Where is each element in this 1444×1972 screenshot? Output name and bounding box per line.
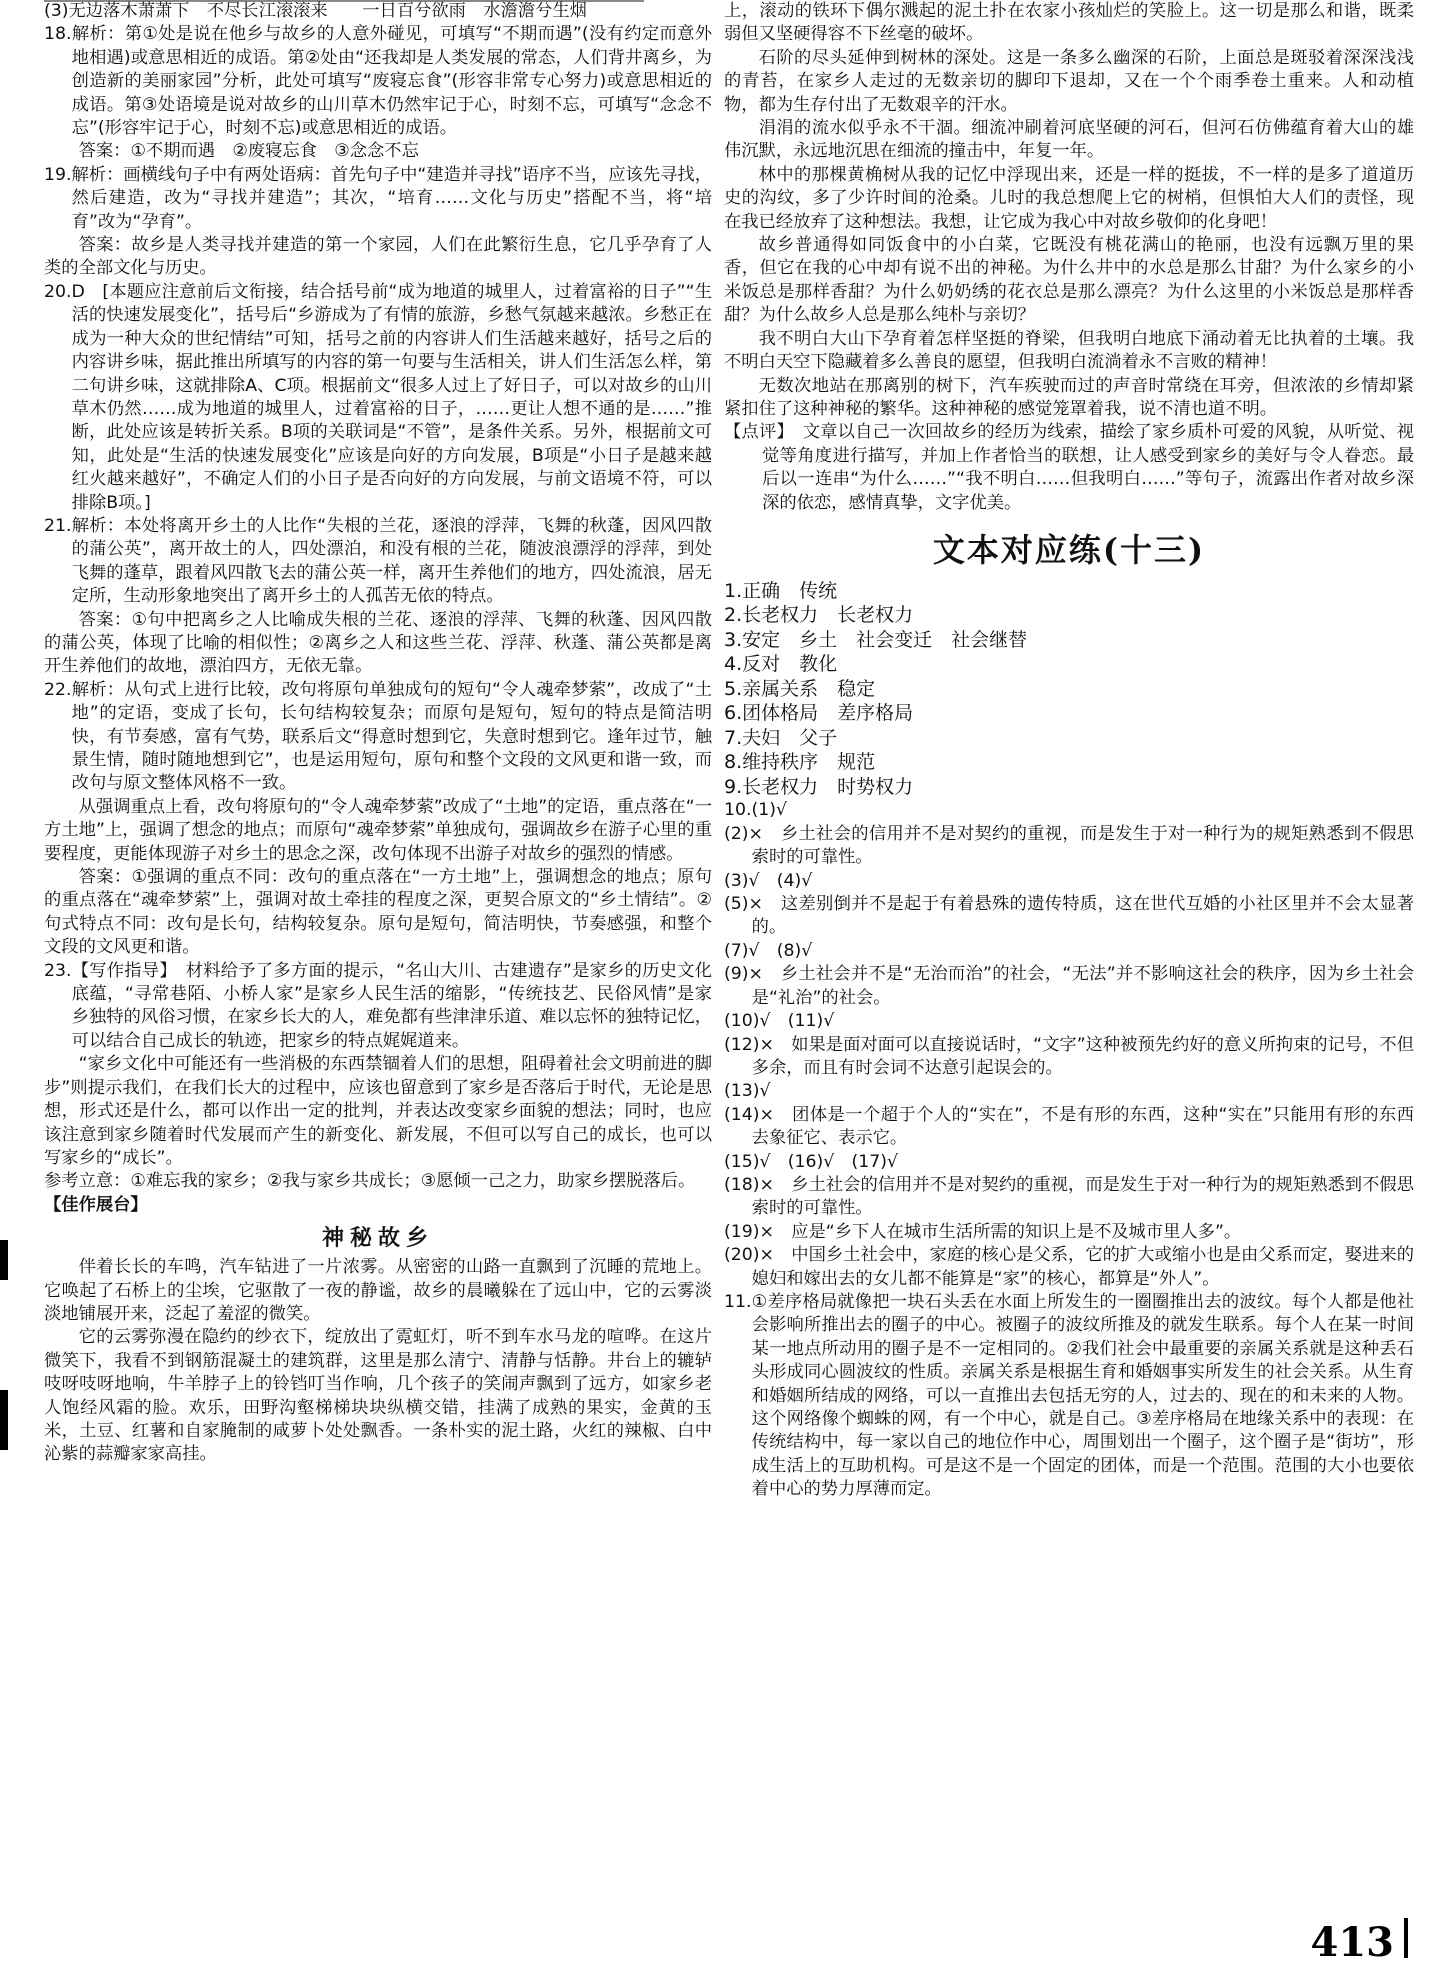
answer-line: 6.团体格局 差序格局: [724, 702, 914, 725]
text-paragraph: 21.解析：本处将离开乡土的人比作“失根的兰花，逐浪的浮萍，飞舞的秋蓬，因风四散的蒲公英”，离开故土的人，四处漂泊，和没有根的兰花，随波浪漂浮的浮萍，到处飞舞的蓬草，跟着风四散飞去的蒲公英一样，离开生养他们的地方，四处流浪，居无定所，生动形象地突出了离开乡土的人孤苦无依的特点。: [44, 515, 712, 607]
text-paragraph: (3)无边落木萧萧下 不尽长江滚滚来 一日百兮欲雨 水澹澹兮生烟: [44, 1, 587, 21]
text-paragraph: 答案：①句中把离乡之人比喻成失根的兰花、逐浪的浮萍、飞舞的秋蓬、因风四散的蒲公英，体现了比喻的相似性；②离乡之人和这些兰花、浮萍、秋蓬、蒲公英都是离开生养他们的故地，漂泊四方，无依无靠。: [44, 609, 712, 677]
text-paragraph: (18)× 乡土社会的信用并不是对契约的重视，而是发生于对一种行为的规矩熟悉到不假思索时的可靠性。: [724, 1174, 1414, 1219]
text-paragraph: 【佳作展台】: [44, 1194, 148, 1215]
text-paragraph: 从强调重点上看，改句将原句的“令人魂牵梦萦”改成了“土地”的定语，重点落在“一方土地”上，强调了想念的地点；而原句“魂牵梦萦”单独成句，强调故乡在游子心里的重要程度，更能体现游子对乡土的思念之深，改句体现不出游子对故乡的强烈的情感。: [44, 796, 712, 864]
text-paragraph: (5)× 这差别倒并不是起于有着悬殊的遗传特质，这在世代互婚的小社区里并不会太显著的。: [724, 894, 1414, 938]
text-paragraph: 22.解析：从句式上进行比较，改句将原句单独成句的短句“令人魂牵梦萦”，改成了“土地”的定语，变成了长句，长句结构较复杂；而原句是短句，短句的特点是简洁明快，有节奏感，富有气势，联系后文“得意时想到它，失意时想到它。逢年过节，触景生情，随时随地想到它”，也是运用短句，原句和整个文段的文风更和谐一致，而改句与原文整体风格不一致。: [44, 679, 712, 794]
text-paragraph: 20.D [本题应注意前后文衔接，结合括号前“成为地道的城里人，过着富裕的日子”“生活的快速发展变化”，括号后“乡游成为了有情的旅游，乡愁气氛越来越浓。乡愁正在成为一种大众的世纪情结”可知，括号之前的内容讲人们生活越来越好，括号之后的内容讲乡味，据此推出所填写的内容的第一句要与生活相关，讲人们生活怎么样，第二句讲乡味，这就排除A、C项。根据前文“很多人过上了好日子，可以对故乡的山川草木仍然……成为地道的城里人，过着富裕的日子，……更让人想不通的是……”推断，此处应该是转折关系。B项的关联词是“不管”，是条件关系。另外，根据前文可知，此处是“生活的快速发展变化”应该是向好的方向发展，B项是“小日子是越来越红火越来越好”，不确定人们的小日子是否向好的方向发展，与前文语境不符，可以排除B项。]: [44, 281, 712, 513]
text-paragraph: 上，滚动的铁环下偶尔溅起的泥土扑在农家小孩灿烂的笑脸上。这一切是那么和谐，既柔弱但又坚硬得容不下丝毫的破坏。: [724, 1, 1414, 45]
text-paragraph: (7)√ (8)√: [724, 940, 813, 961]
text-paragraph: 伴着长长的车鸣，汽车钻进了一片浓雾。从密密的山路一直飘到了沉睡的荒地上。它唤起了石桥上的尘埃，它驱散了一夜的静谧，故乡的晨曦躲在了远山中，它的云雾淡淡地铺展开来，泛起了羞涩的微笑。: [44, 1257, 712, 1324]
left-margin-mark: [0, 1240, 8, 1280]
text-paragraph: 林中的那棵黄桷树从我的记忆中浮现出来，还是一样的挺拔，不一样的是多了道道历史的沟纹，多了少许时间的沧桑。儿时的我总想爬上它的树梢，但惧怕大人们的责怪，现在我已经放弃了这种想法。我想，让它成为我心中对故乡敬仰的化身吧！: [724, 164, 1414, 232]
text-paragraph: 11.①差序格局就像把一块石头丢在水面上所发生的一圈圈推出去的波纹。每个人都是他社会影响所推出去的圈子的中心。被圈子的波纹所推及的就发生联系。每个人在某一时间某一地点所动用的圈子是不一定相同的。②我们社会中最重要的亲属关系就是这种丢石头形成同心圆波纹的性质。亲属关系是根据生育和婚姻事实所发生的社会关系。从生育和婚姻所结成的网络，可以一直推出去包括无穷的人，过去的、现在的和未来的人物。这个网络像个蜘蛛的网，有一个中心，就是自己。③差序格局在地缘关系中的表现：在传统结构中，每一家以自己的地位作中心，周围划出一个圈子，这个圈子是“街坊”，形成生活上的互助机构。可是这不是一个固定的团体，而是一个范围。范围的大小也要依着中心的势力厚薄而定。: [724, 1291, 1414, 1500]
answer-line: 2.长老权力 长老权力: [724, 604, 914, 627]
text-paragraph: (19)× 应是“乡下人在城市生活所需的知识上是不及城市里人多”。: [724, 1221, 1242, 1242]
text-paragraph: 参考立意：①难忘我的家乡；②我与家乡共成长；③愿倾一己之力，助家乡摆脱落后。: [44, 1171, 696, 1192]
essay-title: 神秘故乡: [321, 1225, 434, 1252]
answer-line: 5.亲属关系 稳定: [724, 677, 876, 700]
answer-line: 3.安定 乡土 社会变迁 社会继替: [724, 628, 1028, 651]
page-number: 413: [1310, 1919, 1394, 1966]
answer-line: 1.正确 传统: [724, 579, 838, 602]
text-paragraph: (20)× 中国乡土社会中，家庭的核心是父系，它的扩大或缩小也是由父系而定，娶进来的媳妇和嫁出去的女儿都不能算是“家”的核心，都算是“外人”。: [724, 1245, 1414, 1289]
text-paragraph: 【点评】 文章以自己一次回故乡的经历为线索，描绘了家乡质朴可爱的风貌，从听觉、视觉等角度进行描写，并加上作者恰当的联想，让人感受到家乡的美好与令人眷恋。最后以一连串“为什么……”“我不明白……但我明白……”等句子，流露出作者对故乡深深的依恋，感情真挚，文字优美。: [724, 422, 1414, 513]
section-title: 文本对应练(十三): [932, 530, 1206, 569]
answer-line: 4.反对 教化: [724, 653, 838, 676]
text-paragraph: (3)√ (4)√: [724, 870, 813, 891]
answer-line: 8.维持秩序 规范: [724, 751, 876, 774]
right-column: [724, 0, 1414, 1972]
text-paragraph: 它的云雾弥漫在隐约的纱衣下，绽放出了霓虹灯，听不到车水马龙的喧哗。在这片微笑下，我看不到钢筋混凝土的建筑群，这里是那么清宁、清静与恬静。井台上的辘轳吱呀吱呀地响，牛羊脖子上的铃铛叮当作响，几个孩子的笑闹声飘到了远方，如家乡老人饱经风霜的脸。欢乐，田野沟壑梯梯块块纵横交错，挂满了成熟的果实，金黄的玉米，土豆、红薯和自家腌制的咸萝卜处处飘香。一条朴实的泥土路，火红的辣椒、白中沁紫的蒜瓣家家高挂。: [44, 1327, 712, 1465]
text-paragraph: 故乡普通得如同饭食中的小白菜，它既没有桃花满山的艳丽，也没有远飘万里的果香，但它在我的心中却有说不出的神秘。为什么井中的水总是那么甘甜？为什么家乡的小米饭总是那样香甜？为什么奶奶绣的花衣总是那么漂亮？为什么这里的小米饭总是那样香甜？为什么故乡人总是那么纯朴与亲切？: [724, 235, 1414, 326]
text-paragraph: (2)× 乡土社会的信用并不是对契约的重视，而是发生于对一种行为的规矩熟悉到不假思索时的可靠性。: [724, 823, 1414, 868]
right-text-blocks: [724, 0, 1414, 515]
judgment-answers: [724, 799, 1414, 1501]
text-paragraph: “家乡文化中可能还有一些消极的东西禁锢着人们的思想，阻碍着社会文明前进的脚步”则提示我们，在我们长大的过程中，应该也留意到了家乡是否落后于时代，无论是思想，形式还是什么，都可以作出一定的批判，并表达改变家乡面貌的想法；同时，也应该注意到家乡随着时代发展而产生的新变化、新发展，不但可以写自己的成长，也可以写家乡的“成长”。: [44, 1054, 712, 1168]
page-edge-bar: [1404, 1918, 1408, 1958]
text-paragraph: 23.【写作指导】 材料给予了多方面的提示，“名山大川、古建遗存”是家乡的历史文化底蕴，“寻常巷陌、小桥人家”是家乡人民生活的缩影，“传统技艺、民俗风情”是家乡独特的风俗习惯，在家乡长大的人，难免都有些津津乐道、难以忘怀的独特记忆，可以结合自己成长的轨迹，把家乡的特点娓娓道来。: [44, 960, 712, 1051]
fill-in-answers: [724, 579, 1414, 800]
left-column: [44, 0, 712, 1972]
text-paragraph: 我不明白大山下孕育着怎样坚挺的脊梁，但我明白地底下涌动着无比执着的土壤。我不明白天空下隐藏着多么善良的愿望，但我明白流淌着永不言败的精神！: [724, 328, 1414, 373]
text-paragraph: (14)× 团体是一个超于个人的“实在”，不是有形的东西，这种“实在”只能用有形的东西去象征它、表示它。: [724, 1104, 1414, 1149]
text-paragraph: 19.解析：画横线句子中有两处语病：首先句子中“建造并寻找”语序不当，应该先寻找，然后建造，改为“寻找并建造”；其次，“培育……文化与历史”搭配不当，将“培育”改为“孕育”。: [44, 164, 712, 232]
text-paragraph: (9)× 乡土社会并不是“无治而治”的社会，“无法”并不影响这社会的秩序，因为乡土社会是“礼治”的社会。: [724, 964, 1414, 1008]
text-paragraph: (12)× 如果是面对面可以直接说话时，“文字”这种被预先约好的意义所拘束的记号，不但多余，而且有时会词不达意引起误会的。: [724, 1034, 1414, 1078]
left-margin-mark: [0, 1390, 8, 1450]
text-paragraph: 无数次地站在那离别的树下，汽车疾驶而过的声音时常绕在耳旁，但浓浓的乡情却紧紧扣住了这种神秘的繁华。这种神秘的感觉笼罩着我，说不清也道不明。: [724, 375, 1414, 419]
text-paragraph: 答案：①强调的重点不同：改句的重点落在“一方土地”上，强调想念的地点；原句的重点落在“魂牵梦萦”上，强调对故土牵挂的程度之深，更契合原文的“乡土情结”。②句式特点不同：改句是长句，结构较复杂。原句是短句，简洁明快，节奏感强，和整个文段的文风更和谐。: [44, 867, 712, 958]
text-paragraph: 18.解析：第①处是说在他乡与故乡的人意外碰见，可填写“不期而遇”(没有约定而意外地相遇)或意思相近的成语。第②处由“还我却是人类发展的常态，人们背井离乡，为创造新的美丽家园”分析，此处可填写“废寝忘食”(形容非常专心努力)或意思相近的成语。第③处语境是说对故乡的山川草木仍然牢记于心，时刻不忘，可填写“念念不忘”(形容牢记于心，时刻不忘)或意思相近的成语。: [44, 24, 712, 139]
essay-body: [44, 1256, 712, 1467]
text-paragraph: (13)√: [724, 1081, 771, 1102]
text-paragraph: (10)√ (11)√: [724, 1011, 835, 1032]
answer-line: 9.长老权力 时势权力: [724, 775, 914, 798]
text-paragraph: (15)√ (16)√ (17)√: [724, 1151, 899, 1172]
answer-line: 7.夫妇 父子: [724, 726, 838, 749]
text-paragraph: 涓涓的流水似乎永不干涸。细流冲刷着河底坚硬的河石，但河石仿佛蕴育着大山的雄伟沉默，永远地沉思在细流的撞击中，年复一年。: [724, 118, 1414, 162]
text-paragraph: 答案：①不期而遇 ②废寝忘食 ③念念不忘: [78, 141, 419, 162]
text-paragraph: 答案：故乡是人类寻找并建造的第一个家园，人们在此繁衍生息，它几乎孕育了人类的全部文化与历史。: [44, 235, 712, 279]
text-paragraph: 10.(1)√: [724, 800, 787, 821]
text-paragraph: 石阶的尽头延伸到树林的深处。这是一条多么幽深的石阶，上面总是斑驳着深深浅浅的青苔，在家乡人走过的无数亲切的脚印下退却，又在一个个雨季卷土重来。人和动植物，都为生存付出了无数艰辛的汗水。: [724, 47, 1414, 115]
left-text-blocks: [44, 0, 712, 1217]
